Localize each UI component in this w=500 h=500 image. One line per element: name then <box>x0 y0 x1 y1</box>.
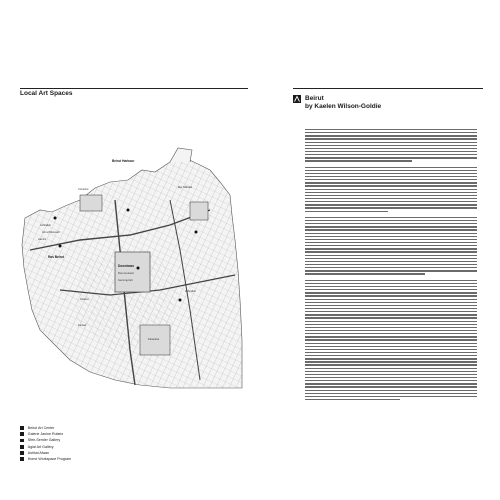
text-line-bar <box>305 255 477 256</box>
text-line-bar <box>305 305 477 306</box>
text-line-bar <box>305 142 477 143</box>
text-line-bar <box>305 151 477 152</box>
map-label-corniche: Corniche <box>78 188 89 191</box>
text-line-bar <box>305 321 477 322</box>
legend-label: Home Workspace Program <box>27 456 72 461</box>
map-marker <box>195 231 198 234</box>
text-line-bar <box>305 336 477 337</box>
legend-swatch <box>20 457 24 461</box>
article-byline: by Kaelen Wilson-Goldie <box>305 103 382 110</box>
text-line-bar <box>305 167 477 168</box>
text-line-bar <box>305 346 477 347</box>
text-line-bar <box>305 327 477 328</box>
map-label-karantina: Karantina <box>148 338 160 341</box>
text-line-bar <box>305 333 477 334</box>
text-line-bar <box>305 236 477 237</box>
text-line-bar <box>305 261 477 262</box>
text-line-bar <box>305 189 477 190</box>
map-marker <box>127 209 130 212</box>
text-line-bar <box>305 374 477 375</box>
map-label-ain-el-mreisseh: Ain el Mreisseh <box>42 231 60 234</box>
text-line-bar <box>305 157 477 158</box>
text-line-bar <box>305 355 477 356</box>
publication-logo-icon <box>293 95 301 103</box>
text-line-bar <box>305 349 477 350</box>
text-line-bar <box>305 160 412 161</box>
text-line-bar <box>305 201 477 202</box>
text-line-bar <box>305 339 477 340</box>
text-line-bar <box>305 192 477 193</box>
text-line-bar <box>305 129 477 130</box>
text-line-bar <box>305 386 477 387</box>
text-line-bar <box>305 220 477 221</box>
city-block <box>190 202 208 220</box>
text-line-bar <box>305 138 477 139</box>
legend-label: Ashkal Alwan <box>27 450 50 455</box>
text-line-bar <box>305 368 477 369</box>
article-body <box>305 128 477 401</box>
text-line-bar <box>305 302 477 303</box>
text-line-bar <box>305 148 477 149</box>
top-rule-right <box>293 88 483 89</box>
text-line-bar <box>305 383 477 384</box>
text-line-bar <box>305 324 477 325</box>
text-line-bar <box>305 352 477 353</box>
map-marker <box>137 267 140 270</box>
map-label-achrafieh-east: Achrafieh <box>185 290 196 293</box>
text-line-bar <box>305 264 477 265</box>
text-line-bar <box>305 292 477 293</box>
legend-label: Agial Art Gallery <box>27 444 54 449</box>
map-label-rue-gouraud: Rue Gouraud <box>118 272 134 275</box>
legend-label: Beirut Art Center <box>27 426 55 430</box>
map-label-mar-mikhael: Mar Mikhael <box>178 186 193 189</box>
body-text-line <box>305 398 477 401</box>
article-title: Beirut <box>305 95 324 102</box>
text-line-bar <box>305 211 388 212</box>
text-line-bar <box>305 371 477 372</box>
text-line-bar <box>305 195 477 196</box>
map-label-harbour: Beirut Harbour <box>112 159 135 163</box>
text-line-bar <box>305 308 477 309</box>
text-line-bar <box>305 251 477 252</box>
text-line-bar <box>305 145 477 146</box>
text-line-bar <box>305 270 477 271</box>
text-line-bar <box>305 239 477 240</box>
map-label-kantari: Kantari <box>78 324 87 327</box>
text-line-bar <box>305 299 477 300</box>
text-line-bar <box>305 258 477 259</box>
text-line-bar <box>305 179 477 180</box>
text-line-bar <box>305 361 477 362</box>
text-line-bar <box>305 399 400 400</box>
map-label-achrafieh: Achrafieh <box>40 224 51 227</box>
map-legend <box>20 425 220 462</box>
city-block <box>80 195 102 211</box>
harbour-pier <box>170 148 192 162</box>
text-line-bar <box>305 286 477 287</box>
text-line-bar <box>305 182 477 183</box>
legend-label: Galerie Janine Rubeiz <box>27 432 64 437</box>
legend-swatch <box>20 445 24 449</box>
legend-label: Sfeir-Semler Gallery <box>27 438 61 443</box>
text-line-bar <box>305 311 477 312</box>
map-marker <box>54 217 57 220</box>
text-line-bar <box>305 314 477 315</box>
text-line-bar <box>305 330 477 331</box>
text-line-bar <box>305 223 477 224</box>
text-line-bar <box>305 198 477 199</box>
text-line-bar <box>305 217 477 218</box>
text-line-bar <box>305 170 477 171</box>
text-line-bar <box>305 154 477 155</box>
text-line-bar <box>305 229 477 230</box>
text-line-bar <box>305 364 477 365</box>
text-line-bar <box>305 176 477 177</box>
map-label-downtown: Downtown <box>118 264 135 268</box>
text-line-bar <box>305 267 477 268</box>
text-line-bar <box>305 173 477 174</box>
text-line-bar <box>305 233 477 234</box>
text-line-bar <box>305 289 477 290</box>
map-label-ras-beirut: Ras Beirut <box>48 255 64 259</box>
text-line-bar <box>305 132 477 133</box>
text-line-bar <box>305 207 477 208</box>
text-line-bar <box>305 273 425 274</box>
legend-item <box>20 456 220 462</box>
text-line-bar <box>305 248 477 249</box>
text-line-bar <box>305 358 477 359</box>
top-rule-left <box>20 88 248 89</box>
text-line-bar <box>305 245 477 246</box>
text-line-bar <box>305 283 477 284</box>
text-line-bar <box>305 377 477 378</box>
text-line-bar <box>305 226 477 227</box>
section-title: Local Art Spaces <box>20 90 73 97</box>
text-line-bar <box>305 204 477 205</box>
text-line-bar <box>305 242 477 243</box>
legend-swatch <box>20 451 24 455</box>
map-marker <box>59 245 62 248</box>
text-line-bar <box>305 280 477 281</box>
legend-swatch <box>20 426 24 430</box>
text-line-bar <box>305 396 477 397</box>
text-line-bar <box>305 135 477 136</box>
text-line-bar <box>305 380 477 381</box>
map-label-hamra: Hamra <box>38 238 46 241</box>
map-label-gemmayzeh: Gemmayzeh <box>118 279 133 282</box>
text-line-bar <box>305 343 477 344</box>
map-label-sodeco: Sodeco <box>80 298 89 301</box>
text-line-bar <box>305 317 477 318</box>
text-line-bar <box>305 393 477 394</box>
text-line-bar <box>305 390 477 391</box>
legend-swatch <box>20 432 24 436</box>
beirut-map <box>20 140 245 390</box>
map-marker <box>179 299 182 302</box>
text-line-bar <box>305 295 477 296</box>
legend-swatch <box>20 439 24 443</box>
text-line-bar <box>305 185 477 186</box>
